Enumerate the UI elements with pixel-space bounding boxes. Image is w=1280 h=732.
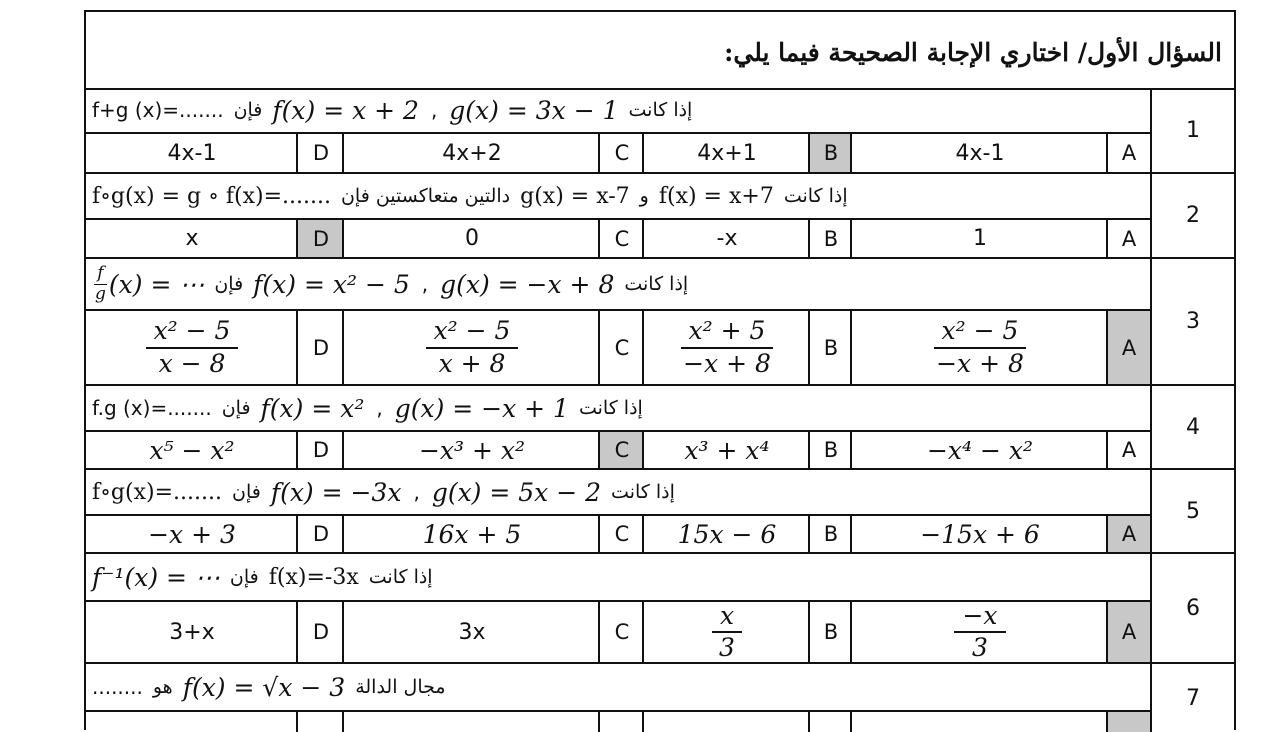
math-expression: f(x) = x + 2 [272, 95, 419, 125]
math-expression [92, 262, 205, 304]
divider [808, 132, 810, 174]
divider [598, 132, 600, 174]
fraction-denominator: −x + 8 [936, 348, 1024, 378]
choice-c[interactable]: 0 [465, 226, 479, 251]
fraction-numerator: x [712, 603, 742, 633]
choice-a[interactable]: −15x + 6 [920, 519, 1040, 549]
choice-letter-d[interactable]: D [312, 438, 330, 462]
choice-letter-d[interactable]: D [312, 620, 330, 644]
choice-b[interactable]: x³ + x⁴ [684, 435, 770, 465]
question-connector: فإن [221, 397, 251, 419]
question-number: 2 [1150, 174, 1234, 257]
worksheet [84, 10, 1236, 730]
choice-letter-a[interactable]: A [1108, 311, 1150, 384]
choice-letter-d[interactable]: D [312, 141, 330, 165]
choice-letter-d[interactable]: D [298, 220, 344, 257]
choice-letter-b[interactable]: B [823, 620, 839, 644]
question-3-text [86, 259, 1150, 309]
choice-c[interactable]: 3x [458, 619, 486, 645]
choice-a[interactable] [852, 311, 1108, 384]
divider [808, 218, 810, 259]
question-2-text [86, 174, 1150, 218]
divider [296, 309, 298, 386]
divider [808, 514, 810, 554]
choice-b[interactable] [644, 311, 810, 384]
choice-letter-a[interactable]: A [1121, 141, 1137, 165]
question-connector: دالتين متعاكستين فإن [340, 185, 511, 207]
choice-d[interactable] [86, 311, 298, 384]
question-number: 4 [1150, 386, 1234, 468]
divider [598, 430, 600, 470]
choice-c[interactable]: −x³ + x² [418, 435, 526, 465]
choice-letter-a[interactable] [1108, 712, 1150, 732]
fraction-numerator: x² − 5 [146, 318, 239, 348]
question-connector: فإن [229, 566, 259, 588]
question-prefix: مجال الدالة [355, 676, 446, 698]
choice-letter-a[interactable]: A [1121, 438, 1137, 462]
divider [296, 710, 298, 732]
divider [808, 710, 810, 732]
divider [296, 132, 298, 174]
divider [642, 600, 644, 664]
divider [342, 218, 344, 259]
divider [1106, 218, 1108, 259]
choice-letter-a[interactable]: A [1108, 602, 1150, 662]
question-tail: f.g (x)=....... [92, 396, 212, 420]
question-tail: f⁻¹(x) = ⋯ [92, 562, 220, 592]
choice-c[interactable]: 16x + 5 [422, 519, 522, 549]
question-number: 3 [1150, 259, 1234, 384]
question-connector: فإن [214, 273, 244, 295]
divider [342, 514, 344, 554]
choice-a[interactable]: 4x-1 [955, 140, 1005, 166]
divider [808, 430, 810, 470]
question-4-text [86, 386, 1150, 430]
choice-letter-a[interactable]: A [1121, 226, 1137, 251]
fraction-numerator: f [94, 265, 106, 285]
divider [342, 309, 344, 386]
divider [1106, 132, 1108, 174]
math-expression: f(x) = x² [260, 393, 365, 423]
question-number: 6 [1150, 554, 1234, 662]
divider [1106, 600, 1108, 664]
choice-letter-c[interactable]: C [614, 620, 630, 644]
divider [1106, 710, 1108, 732]
math-expression: g(x) = −x + 8 [440, 269, 615, 299]
math-expression: f(x) = −3x [270, 477, 402, 507]
choice-letter-c[interactable]: C [614, 141, 630, 165]
choice-letter-d[interactable]: D [312, 335, 330, 360]
divider [642, 218, 644, 259]
fraction-denominator: x + 8 [438, 348, 506, 378]
question-tail: f∘g(x)=....... [92, 479, 222, 505]
math-expression: (x) = ⋯ [108, 269, 205, 299]
choice-letter-d[interactable]: D [312, 522, 330, 546]
divider [86, 710, 1150, 712]
fraction-numerator: x² + 5 [681, 318, 774, 348]
divider [850, 132, 852, 174]
divider [850, 514, 852, 554]
divider [598, 309, 600, 386]
divider [296, 600, 298, 664]
math-expression: g(x) = −x + 1 [394, 393, 569, 423]
choice-c[interactable] [344, 311, 600, 384]
question-prefix: إذا كانت [628, 99, 693, 121]
choice-d[interactable]: x⁵ − x² [149, 435, 235, 465]
question-number: 1 [1150, 88, 1234, 172]
divider [598, 710, 600, 732]
divider [642, 430, 644, 470]
divider [850, 430, 852, 470]
choice-b[interactable]: 15x − 6 [677, 519, 777, 549]
choice-letter-b[interactable]: B [823, 438, 839, 462]
fraction-numerator: x² − 5 [426, 318, 519, 348]
title-row [86, 12, 1234, 90]
choice-d[interactable]: 4x-1 [167, 140, 217, 166]
choice-b[interactable] [644, 602, 810, 662]
divider [642, 309, 644, 386]
choice-c[interactable]: 4x+2 [442, 140, 502, 166]
math-expression: g(x) = x-7 [520, 183, 630, 209]
divider [1106, 430, 1108, 470]
question-number: 5 [1150, 470, 1234, 552]
divider [598, 600, 600, 664]
choice-d[interactable]: x [185, 226, 199, 251]
question-7-text [86, 664, 1150, 710]
math-expression: f(x) = x² − 5 [253, 269, 410, 299]
math-expression: f(x) = √x − 3 [182, 672, 346, 702]
choice-a[interactable]: 1 [973, 226, 987, 251]
question-5-text [86, 470, 1150, 514]
choice-letter-b[interactable]: B [823, 522, 839, 546]
divider [808, 600, 810, 664]
question-connector: فإن [233, 99, 263, 121]
divider [1106, 309, 1108, 386]
question-prefix: إذا كانت [611, 481, 675, 503]
divider [850, 309, 852, 386]
divider [1106, 514, 1108, 554]
choice-letter-c[interactable]: C [600, 432, 644, 468]
choice-letter-b[interactable]: B [810, 134, 852, 172]
question-6-text [86, 554, 1150, 600]
choice-letter-a[interactable]: A [1108, 516, 1150, 552]
fraction-denominator: x − 8 [158, 348, 226, 378]
question-tail: f∘g(x) = g ∘ f(x)=....... [92, 183, 331, 209]
math-expression: f(x)=-3x [268, 564, 359, 590]
math-expression: g(x) = 5x − 2 [431, 477, 602, 507]
divider [642, 710, 644, 732]
divider [342, 710, 344, 732]
question-tail: ........ [92, 675, 143, 699]
divider [642, 514, 644, 554]
choice-d[interactable]: 3+x [169, 619, 215, 645]
divider [342, 430, 344, 470]
question-1-text [86, 88, 1150, 132]
question-prefix: إذا كانت [578, 397, 643, 419]
choice-b[interactable]: 4x+1 [697, 140, 757, 166]
right-margin [1236, 0, 1280, 720]
left-margin [0, 0, 84, 720]
fraction-denominator: g [95, 283, 106, 304]
choice-letter-b[interactable]: B [823, 226, 839, 251]
divider [850, 600, 852, 664]
fraction-numerator: x² − 5 [934, 318, 1027, 348]
divider [850, 218, 852, 259]
divider [296, 430, 298, 470]
choice-b[interactable]: -x [716, 226, 738, 251]
fraction-numerator: −x [954, 603, 1005, 633]
separator: , [376, 396, 383, 420]
choice-d[interactable]: −x + 3 [148, 519, 236, 549]
choice-a[interactable]: −x⁴ − x² [926, 435, 1034, 465]
math-expression: g(x) = 3x − 1 [449, 95, 619, 125]
choice-a[interactable] [852, 602, 1108, 662]
fraction-denominator: 3 [719, 633, 735, 662]
divider [342, 132, 344, 174]
math-expression: f(x) = x+7 [658, 183, 774, 209]
divider [342, 600, 344, 664]
question-tail: f+g (x)=....... [92, 98, 224, 122]
separator: , [430, 98, 438, 122]
question-connector: و [639, 185, 649, 207]
divider [598, 514, 600, 554]
separator: , [421, 272, 429, 296]
choice-letter-b[interactable]: B [823, 335, 839, 360]
question-prefix: إذا كانت [783, 185, 848, 207]
fraction-denominator: 3 [972, 633, 988, 662]
fraction-denominator: −x + 8 [683, 348, 771, 378]
divider [850, 710, 852, 732]
divider [808, 309, 810, 386]
question-connector: فإن [231, 481, 261, 503]
worksheet-title: السؤال الأول/ اختاري الإجابة الصحيحة فيما يلي: [724, 38, 1222, 67]
question-prefix: إذا كانت [624, 273, 689, 295]
divider [296, 514, 298, 554]
divider [296, 218, 298, 259]
divider [642, 132, 644, 174]
question-prefix: إذا كانت [368, 566, 433, 588]
divider [598, 218, 600, 259]
question-connector: هو [152, 676, 173, 698]
choice-letter-c[interactable]: C [614, 226, 630, 251]
choice-letter-c[interactable]: C [614, 335, 630, 360]
separator: , [413, 480, 420, 504]
choice-letter-c[interactable]: C [614, 522, 630, 546]
question-number: 7 [1150, 664, 1234, 732]
